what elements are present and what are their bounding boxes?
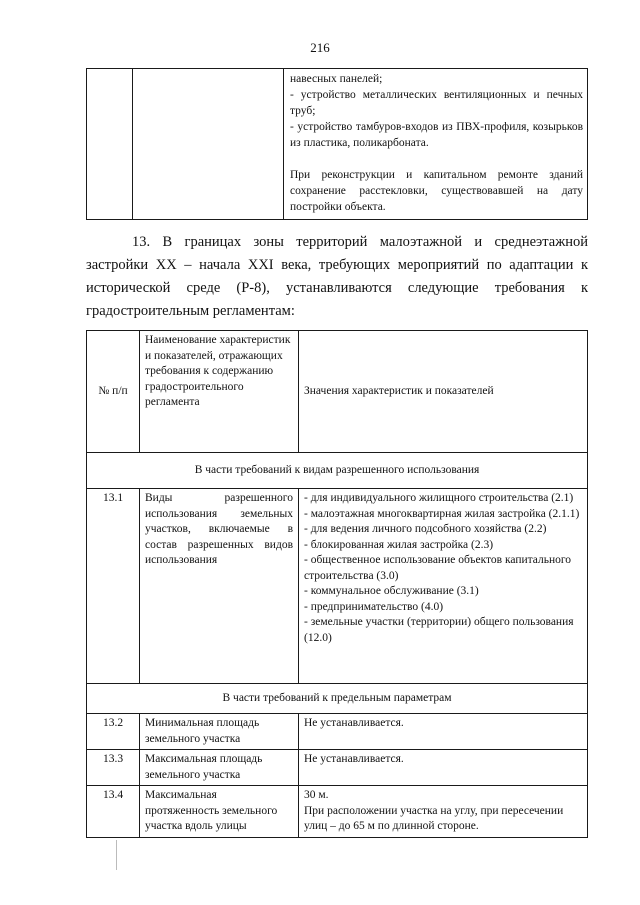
row-values <box>299 489 588 684</box>
header-values: Значения характеристик и показателей <box>299 331 588 453</box>
value-line: При расположении участка на углу, при пересечении улиц – до 65 м по длинной стороне. <box>304 804 564 832</box>
row-number: 13.4 <box>87 786 140 838</box>
value-line: 30 м. <box>304 789 329 801</box>
scan-mark <box>116 840 117 870</box>
list-item: - малоэтажная многоквартирная жилая застройка (2.1.1) <box>304 507 580 520</box>
table-row <box>87 489 588 684</box>
list-item: - для ведения личного подсобного хозяйства (2.2) <box>304 523 547 535</box>
regulations-table <box>86 330 588 838</box>
section-row <box>87 453 588 489</box>
list-item: - для индивидуального жилищного строительства (2.1) <box>304 492 574 504</box>
row-number: 13.2 <box>87 714 140 750</box>
continuation-table <box>86 68 588 220</box>
empty-name-cell <box>133 69 284 220</box>
list-item: - общественное использование объектов капитального строительства (3.0) <box>304 554 572 582</box>
header-name: Наименование характеристик и показателей, отражающих требования к содержанию градостроительного регламента <box>140 331 299 453</box>
row-number: 13.3 <box>87 750 140 786</box>
list-item: - блокированная жилая застройка (2.3) <box>304 538 494 551</box>
table-row <box>87 786 588 838</box>
row-name: Минимальная площадь земельного участка <box>140 714 299 750</box>
list-item: - устройство металлических вентиляционных и печных труб; <box>290 89 583 117</box>
section-permitted-use: В части требований к видам разрешенного использования <box>87 453 588 489</box>
section-limit-parameters: В части требований к предельным параметрам <box>87 684 588 714</box>
row-value <box>299 786 588 838</box>
reconstruction-note: При реконструкции и капитальном ремонте зданий сохранение расстекловки, существовавшей на дату постройки объекта. <box>290 169 583 213</box>
empty-number-cell <box>87 69 133 220</box>
row-number: 13.1 <box>87 489 140 684</box>
row-name: Виды разрешенного использования земельных участков, включаемые в состав разрешенных видов использования <box>140 489 299 684</box>
list-item: - земельные участки (территории) общего пользования (12.0) <box>304 616 574 644</box>
row-value: Не устанавливается. <box>299 714 588 750</box>
header-number: № п/п <box>87 331 140 453</box>
row-name: Максимальная площадь земельного участка <box>140 750 299 786</box>
table-row <box>87 69 588 220</box>
table-row <box>87 750 588 786</box>
list-item: - коммунальное обслуживание (3.1) <box>304 585 479 597</box>
row-name: Максимальная протяженность земельного участка вдоль улицы <box>140 786 299 838</box>
list-item: - предпринимательство (4.0) <box>304 600 444 613</box>
list-item: - устройство тамбуров-входов из ПВХ-профиля, козырьков из пластика, поликарбоната. <box>290 121 583 149</box>
paragraph-text: 13. В границах зоны территорий малоэтажной и среднеэтажной застройки XX – начала XXI века, требующих мероприятий по адаптации к исторической среде (Р-8), устанавливаются следующие требования к градостроительным регламентам: <box>86 234 588 319</box>
table-header-row <box>87 331 588 453</box>
list-item: навесных панелей; <box>290 73 383 85</box>
row-value: Не устанавливается. <box>299 750 588 786</box>
page-number: 216 <box>310 40 330 55</box>
requirements-cell <box>284 69 588 220</box>
table-row <box>87 714 588 750</box>
section-paragraph <box>86 231 588 323</box>
section-row <box>87 684 588 714</box>
